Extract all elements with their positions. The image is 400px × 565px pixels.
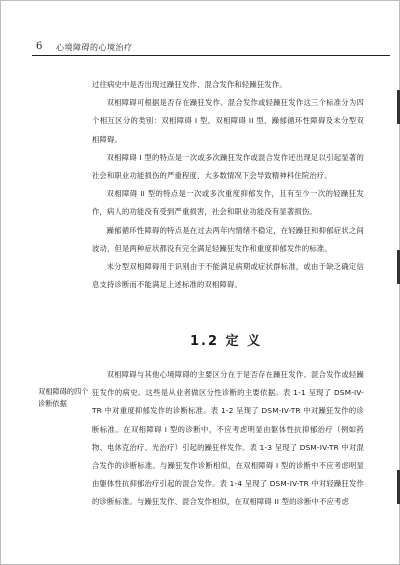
paragraph: 双相障碍 II 型的特点是一次或多次重度抑郁发作，且有至少一次的轻躁狂发作，病人的功能没有受到严重损害，社会和职业功能没有显著损伤。 — [92, 189, 364, 217]
section-heading — [190, 330, 262, 349]
paragraph: 过往病史中是否出现过躁狂发作、混合发作和轻躁狂发作。 — [92, 80, 287, 89]
paragraph: 未分型双相障碍用于识别由于不能满足病期或症状群标准，或由于缺乏确定信息支持诊断而不能满足上述标准的双相障碍。 — [92, 262, 364, 290]
page-number: 6 — [36, 41, 43, 52]
header-rule — [32, 55, 390, 56]
page-header — [32, 36, 390, 54]
section-number: 1.2 — [190, 334, 220, 349]
body-text-top — [92, 76, 364, 294]
paragraph: 双相障碍 I 型的特点是一次或多次躁狂发作或混合发作还出现足以引起显著的社会和职业功能损伤的严重程度，大多数情况下会导致精神科住院治疗。 — [92, 152, 364, 181]
body-text-bottom — [92, 366, 364, 512]
paragraph: 双相障碍与其他心境障碍的主要区分在于是否存在躁狂发作、混合发作或轻躁狂发作的病史。这些是从业者做区分性诊断的主要依据。表 1-1 呈现了 DSM-IV-TR 中对重度抑郁发作的诊断标准。表 1-2 呈现了 DSM-IV-TR 中对躁狂发作的诊断标准。在双相障碍 I 型的诊断中，不应考虑明显由躯体性抗抑郁治疗（例如药物、电休克治疗、光治疗）引起的躁狂样发作。表 1-3 呈现了 DSM-IV-TR 中对混合发作的诊断标准。与躁狂发作诊断相似，在双相障碍 I 型的诊断中不应考虑明显由躯体性抗抑郁治疗引起的混合发作。表 1-4 呈现了 DSM-IV-TR 中对轻躁狂发作的诊断标准。与躁狂发作、混合发作相似，在双相障碍 II 型的诊断中不应考虑 — [92, 370, 364, 507]
section-title: 定 义 — [225, 334, 263, 349]
margin-note: 双相障碍的四个诊断依据 — [38, 387, 89, 408]
running-title: 心境障碍的心境治疗 — [56, 43, 133, 52]
paragraph: 躁郁循环性障碍的特点是在过去两年内情绪不稳定，在轻躁狂和抑郁症状之间波动，但是两种症状都没有完全满足轻躁狂发作和重度抑郁发作的标准。 — [92, 225, 364, 253]
paragraph: 双相障碍可根据是否存在躁狂发作、混合发作或轻躁狂发作这三个标准分为四个相互区分的类别：双相障碍 I 型、双相障碍 II 型、躁郁循环性障碍及未分型双相障碍。 — [92, 98, 364, 144]
